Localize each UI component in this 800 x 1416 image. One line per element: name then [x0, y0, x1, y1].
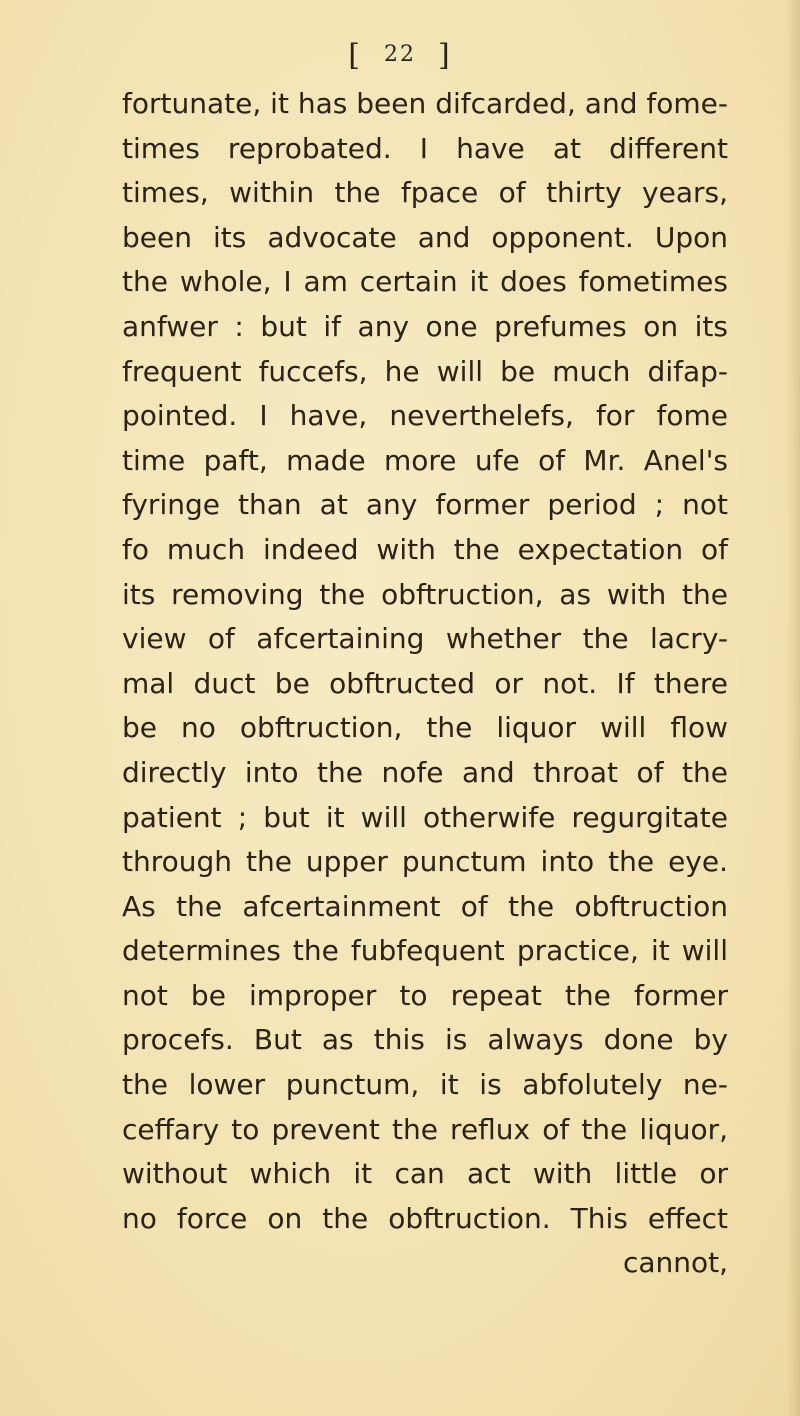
text-line: times, within the fpace of thirty years,: [122, 176, 728, 210]
text-line: no force on the obftruction. This effect: [122, 1201, 728, 1235]
text-line: fo much indeed with the expectation of: [122, 532, 728, 566]
text-line: not be improper to repeat the former: [122, 978, 728, 1012]
text-line: the lower punctum, it is abfolutely ne-: [122, 1068, 728, 1102]
text-line: time paft, made more ufe of Mr. Anel's: [122, 443, 728, 477]
text-line: pointed. I have, neverthelefs, for fome: [122, 399, 728, 433]
text-line: directly into the nofe and throat of the: [122, 755, 728, 789]
text-line: determines the fubfequent practice, it will: [122, 934, 728, 968]
catchword: cannot,: [622, 1246, 728, 1280]
text-line: patient ; but it will otherwife regurgitate: [122, 800, 728, 834]
text-line: fortunate, it has been difcarded, and fome-: [122, 87, 728, 120]
page-header: [0, 38, 800, 73]
body-text: [122, 82, 728, 1286]
text-line: been its advocate and opponent. Upon: [122, 220, 728, 254]
text-line: the whole, I am certain it does fometimes: [122, 265, 728, 299]
bracket-open: [: [348, 38, 362, 73]
page-edge-shadow: [786, 0, 800, 1416]
text-line: frequent fuccefs, he will be much difap-: [122, 354, 728, 388]
bracket-close: ]: [438, 38, 452, 73]
text-line: be no obftruction, the liquor will flow: [122, 711, 728, 745]
text-line: times reprobated. I have at different: [122, 131, 728, 165]
text-line: mal duct be obftructed or not. If there: [122, 666, 728, 700]
text-line: anfwer : but if any one prefumes on its: [122, 309, 728, 343]
text-line: fyringe than at any former period ; not: [122, 488, 728, 522]
text-line: As the afcertainment of the obftruction: [122, 889, 728, 923]
text-line: ceffary to prevent the reflux of the liquor,: [122, 1112, 728, 1146]
text-line: view of afcertaining whether the lacry-: [122, 622, 728, 656]
text-line: through the upper punctum into the eye.: [122, 845, 728, 879]
text-line: its removing the obftruction, as with the: [122, 577, 728, 611]
page-number: 22: [384, 42, 416, 67]
text-line: without which it can act with little or: [122, 1157, 728, 1191]
text-line: procefs. But as this is always done by: [122, 1023, 728, 1057]
